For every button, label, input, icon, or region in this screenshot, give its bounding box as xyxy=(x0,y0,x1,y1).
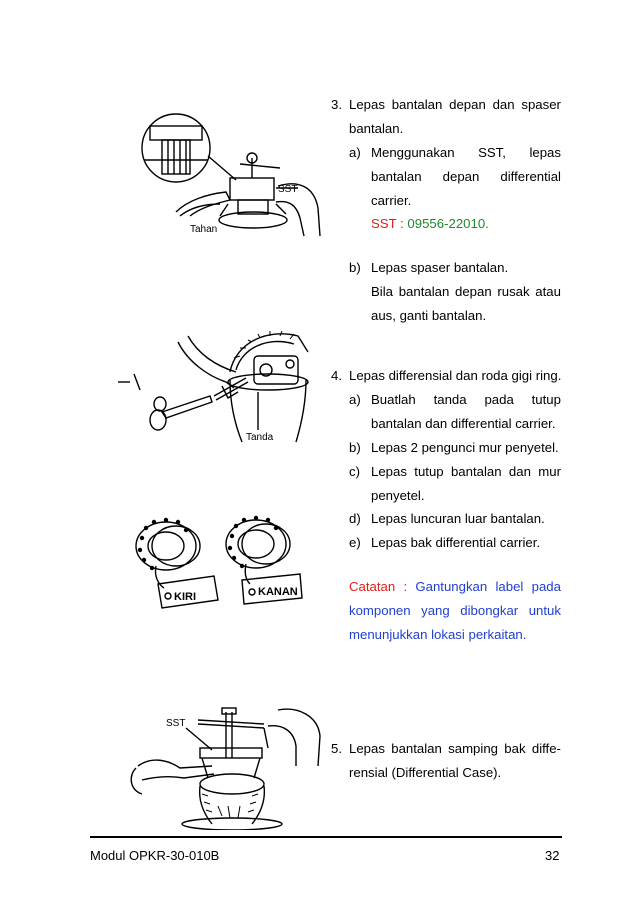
step4-c-line1: Lepas tutup bantalan dan mur xyxy=(371,464,561,479)
step4-number: 4. xyxy=(331,368,342,383)
note-line1: Catatan : Gantungkan label pada xyxy=(349,579,561,594)
fig1-tahan-label: Tahan xyxy=(190,224,218,235)
step4-d-label: d) xyxy=(349,511,361,526)
footer-module-code: Modul OPKR-30-010B xyxy=(90,848,220,863)
note-line2: komponen yang dibongkar untuk xyxy=(349,603,561,618)
figure-bearing-tags xyxy=(124,512,324,622)
fig2-tanda-label: Tanda xyxy=(246,432,274,443)
step3-title-line2: bantalan. xyxy=(349,121,404,136)
sst-code-line xyxy=(371,215,489,233)
fig1-sst-label: SST xyxy=(278,184,298,195)
step3-a-line2: bantalan depan differential xyxy=(371,169,561,184)
step4-a-line2: bantalan dan differential carrier. xyxy=(371,416,556,431)
step3-a-line3: carrier. xyxy=(371,193,412,208)
step3-b-label: b) xyxy=(349,260,361,275)
step3-b-line3: aus, ganti bantalan. xyxy=(371,308,487,323)
step4-b-label: b) xyxy=(349,440,361,455)
figure-side-bearing-puller xyxy=(128,706,324,830)
step3-a-label: a) xyxy=(349,145,361,160)
fig3-kanan-label: KANAN xyxy=(258,586,298,598)
sst-code: 09556-22010. xyxy=(407,216,489,231)
step4-a-label: a) xyxy=(349,392,361,407)
step3-title-line1: Lepas bantalan depan dan spaser xyxy=(349,97,561,112)
note-line3: menunjukkan lokasi perkaitan. xyxy=(349,627,527,642)
step3-b-line1: Lepas spaser bantalan. xyxy=(371,260,509,275)
step4-d-text: Lepas luncuran luar bantalan. xyxy=(371,511,545,526)
step3-number: 3. xyxy=(331,97,342,112)
step4-b-text: Lepas 2 pengunci mur penyetel. xyxy=(371,440,559,455)
step4-title: Lepas differensial dan roda gigi ring. xyxy=(349,368,562,383)
sst-label: SST : xyxy=(371,216,404,231)
step5-line1: Lepas bantalan samping bak diffe- xyxy=(349,741,561,756)
fig3-kiri-label: KIRI xyxy=(174,591,196,603)
step3-a-line1: Menggunakan SST, lepas xyxy=(371,145,561,160)
figure-front-bearing-puller xyxy=(128,108,328,243)
footer-divider xyxy=(90,836,562,838)
footer-page-number: 32 xyxy=(545,848,560,863)
step3-b-line2: Bila bantalan depan rusak atau xyxy=(371,284,561,299)
step4-e-text: Lepas bak differential carrier. xyxy=(371,535,541,550)
step5-line2: rensial (Differential Case). xyxy=(349,765,502,780)
step4-c-label: c) xyxy=(349,464,360,479)
note-label: Catatan xyxy=(349,579,396,594)
step5-number: 5. xyxy=(331,741,342,756)
step4-c-line2: penyetel. xyxy=(371,488,425,503)
step4-e-label: e) xyxy=(349,535,361,550)
figure-marking-bearing-cap xyxy=(118,322,330,447)
step4-a-line1: Buatlah tanda pada tutup xyxy=(371,392,561,407)
fig4-sst-label: SST xyxy=(166,718,186,729)
